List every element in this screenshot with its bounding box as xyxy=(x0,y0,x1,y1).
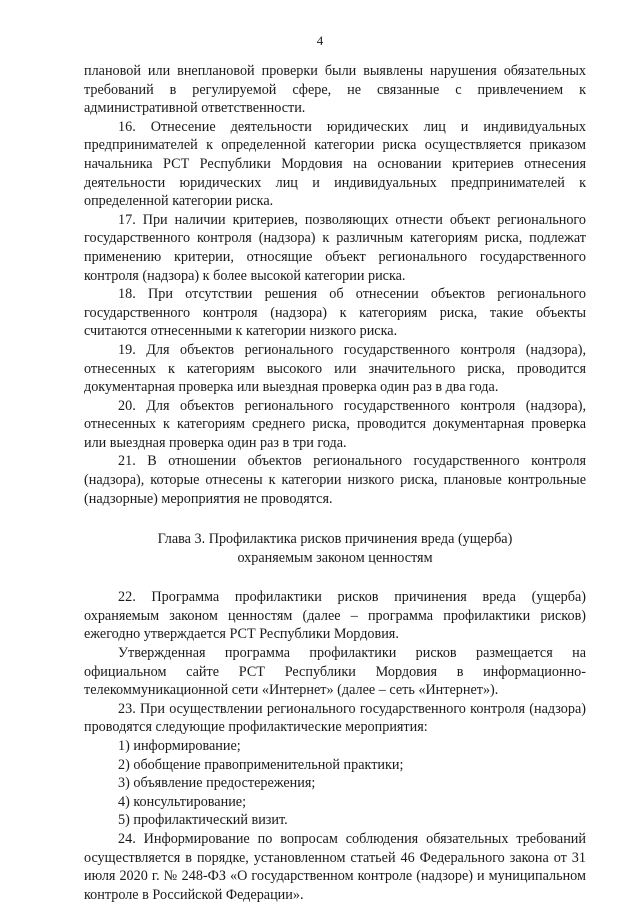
paragraph-continued: плановой или внеплановой проверки были выявлены нарушения обязательных требований в регулируемой сфере, не связанные с привлечением к административной ответственности. xyxy=(84,63,586,117)
paragraph-16: 16. Отнесение деятельности юридических лиц и индивидуальных предпринимателей к определенной категории риска осуществляется приказом начальника РСТ Республики Мордовия на основании критериев отнесения деятельности юридических лиц и индивидуальных предпринимателей к определенной категории риска. xyxy=(84,118,586,210)
document-body xyxy=(84,62,586,904)
paragraph-18: 18. При отсутствии решения об отнесении объектов регионального государственного контроля (надзора) к категориям риска, такие объекты считаются отнесенными к категории низкого риска. xyxy=(84,286,586,340)
list-item: 5) профилактический визит. xyxy=(118,812,288,829)
list-item: 1) информирование; xyxy=(118,738,241,754)
chapter-heading-line-1: Глава 3. Профилактика рисков причинения вреда (ущерба) xyxy=(157,531,513,548)
list-item: 3) объявление предостережения; xyxy=(118,775,316,792)
paragraph-17: 17. При наличии критериев, позволяющих отнести объект регионального государственного контроля (надзора) к различным категориям риска, подлежат применению критерии, относящие объект регионального государственного контроля (надзора) к более высокой категории риска. xyxy=(84,211,586,284)
page-number: 4 xyxy=(316,33,324,48)
paragraph-19: 19. Для объектов регионального государственного контроля (надзора), отнесенных к категориям высокого или значительного риска, проводится документарная проверка или выездная проверка один раз в два года. xyxy=(84,341,586,396)
paragraph-20: 20. Для объектов регионального государственного контроля (надзора), отнесенных к категориям среднего риска, проводится документарная проверка или выездная проверка один раз в три года. xyxy=(84,397,586,451)
paragraph-21: 21. В отношении объектов регионального государственного контроля (надзора), которые отнесены к категории низкого риска, плановые контрольные (надзорные) мероприятия не проводятся. xyxy=(84,453,586,507)
list-item: 4) консультирование; xyxy=(118,793,247,810)
paragraph-22-approved-program: Утвержденная программа профилактики рисков размещается на официальном сайте РСТ Республики Мордовия в информационно-телекоммуникационной сети «Интернет» (далее – сеть «Интернет»). xyxy=(84,645,586,699)
chapter-heading xyxy=(84,530,586,568)
paragraph-22: 22. Программа профилактики рисков причинения вреда (ущерба) охраняемым законом ценностям (далее – программа профилактики рисков) ежегодно утверждается РСТ Республики Мордовия. xyxy=(84,589,586,643)
chapter-heading-line-2: охраняемым законом ценностям xyxy=(237,550,433,567)
list-item: 2) обобщение правоприменительной практики; xyxy=(118,756,404,773)
paragraph-23: 23. При осуществлении регионального государственного контроля (надзора) проводятся следующие профилактические мероприятия: xyxy=(84,700,586,736)
paragraph-24: 24. Информирование по вопросам соблюдения обязательных требований осуществляется в порядке, установленном статьей 46 Федерального закона от 31 июля 2020 г. № 248-ФЗ «О государственном контроле (надзоре) и муниципальном контроле в Российской Федерации». xyxy=(84,830,586,903)
